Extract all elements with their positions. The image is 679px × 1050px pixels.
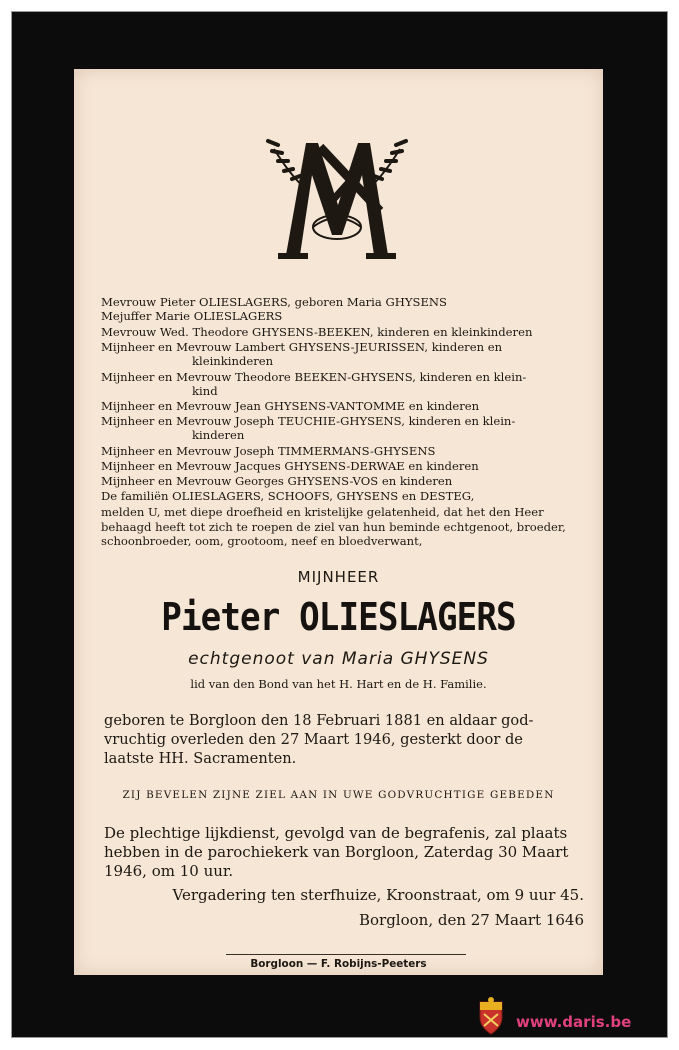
- service-line: 1946, om 10 uur.: [104, 862, 234, 880]
- deceased-name: Pieter OLIESLAGERS: [161, 595, 516, 639]
- membership-line: lid van den Bond van het H. Hart en de H. Familie.: [190, 677, 487, 691]
- family-line: Mijnheer en Mevrouw Joseph TIMMERMANS-GHYSENS: [101, 444, 436, 458]
- printer-credit: Borgloon — F. Robijns-Peeters: [250, 958, 427, 970]
- family-line: Mevrouw Wed. Theodore GHYSENS-BEEKEN, kinderen en kleinkinderen: [101, 325, 533, 339]
- birth-death-line: geboren te Borgloon den 18 Februari 1881 en aldaar god-: [104, 712, 534, 729]
- watermark-url: www.daris.be: [516, 1013, 632, 1031]
- family-line: Mijnheer en Mevrouw Jacques GHYSENS-DERWAE en kinderen: [101, 459, 479, 473]
- announcement-line: schoonbroeder, oom, grootoom, neef en bloedverwant,: [101, 534, 423, 548]
- family-line: Mijnheer en Mevrouw Jean GHYSENS-VANTOMME en kinderen: [101, 399, 480, 413]
- coat-of-arms-icon: [476, 996, 506, 1036]
- announcement-text: [101, 505, 585, 549]
- funeral-service-text: [104, 824, 568, 881]
- monogram-emblem-icon: [262, 135, 412, 263]
- family-line-continued: kinderen: [192, 428, 245, 442]
- family-line: Mevrouw Pieter OLIESLAGERS, geboren Maria GHYSENS: [101, 295, 448, 309]
- family-line: Mijnheer en Mevrouw Theodore BEEKEN-GHYSENS, kinderen en klein-: [101, 370, 527, 384]
- dateline: Borgloon, den 27 Maart 1646: [358, 911, 584, 929]
- service-line: De plechtige lijkdienst, gevolgd van de begrafenis, zal plaats: [104, 824, 568, 842]
- birth-death-line: vruchtig overleden den 27 Maart 1946, gesterkt door de: [104, 731, 523, 748]
- birth-death-text: [104, 711, 533, 768]
- divider: [226, 954, 466, 955]
- family-line-continued: kind: [192, 384, 218, 398]
- service-line: hebben in de parochiekerk van Borgloon, Zaterdag 30 Maart: [104, 843, 569, 861]
- family-line: Mijnheer en Mevrouw Joseph TEUCHIE-GHYSENS, kinderen en klein-: [101, 414, 516, 428]
- family-line: De familiën OLIESLAGERS, SCHOOFS, GHYSENS en DESTEG,: [101, 489, 475, 503]
- spouse-line: echtgenoot van Maria GHYSENS: [188, 649, 489, 669]
- honorific: MIJNHEER: [297, 568, 380, 586]
- family-line: Mijnheer en Mevrouw Lambert GHYSENS-JEURISSEN, kinderen en: [101, 340, 503, 354]
- family-line: Mijnheer en Mevrouw Georges GHYSENS-VOS en kinderen: [101, 474, 453, 488]
- family-line: Mejuffer Marie OLIESLAGERS: [101, 309, 283, 323]
- announcement-line: melden U, met diepe droefheid en kristelijke gelatenheid, dat het den Heer: [101, 505, 544, 519]
- birth-death-line: laatste HH. Sacramenten.: [104, 750, 297, 767]
- announcement-line: behaagd heeft tot zich te roepen de ziel van hun beminde echtgenoot, broeder,: [101, 519, 566, 534]
- meeting-line: Vergadering ten sterfhuize, Kroonstraat, om 9 uur 45.: [172, 886, 584, 904]
- memorial-card: [74, 69, 603, 975]
- family-line-continued: kleinkinderen: [192, 354, 274, 368]
- prayer-request: ZIJ BEVELEN ZIJNE ZIEL AAN IN UWE GODVRUCHTIGE GEBEDEN: [122, 789, 555, 801]
